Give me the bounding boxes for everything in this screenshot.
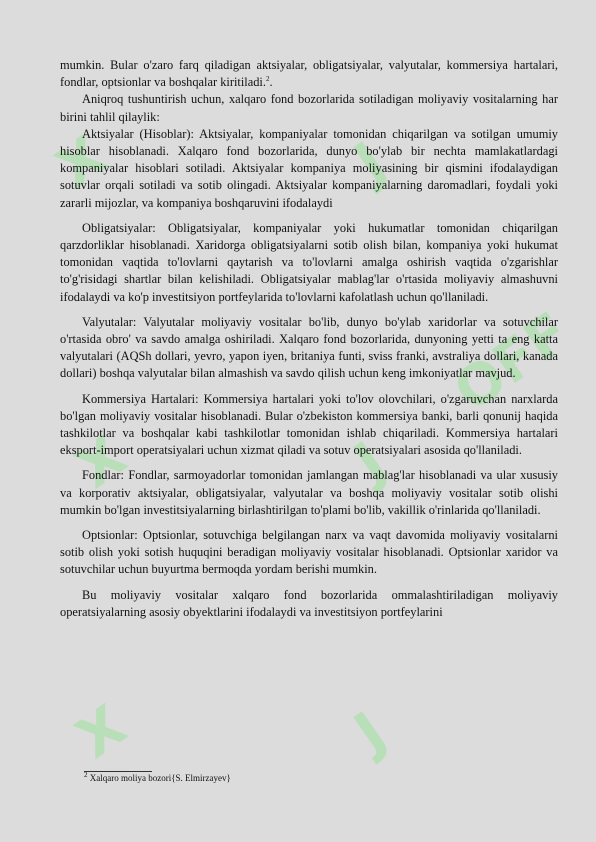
- footnote-text: Xalqaro moliya bozori{S. Elmirzayev}: [89, 773, 231, 783]
- watermark: J: [343, 129, 398, 196]
- paragraph: mumkin. Bular o'zaro farq qiladigan aktsiyalar, obligatsiyalar, valyutalar, kommersiya hartalari, fondlar, optsionlar va boshqalar kiritiladi.$^2$.: [60, 58, 558, 90]
- paragraph: Aniqroq tushuntirish uchun, xalqaro fond bozorlarida sotiladigan moliyaviy vositalarning har birini tahlil qilaylik:: [60, 92, 558, 124]
- paragraph: Obligatsiyalar: Obligatsiyalar, kompaniyalar yoki hukumatlar tomonidan chiqarilgan qarzdorliklar hisoblanadi. Xaridorga obligatsiyalarni sotib olish bilan, kompaniya yoki hukumat tomonidan vaqtida to'lovlarni qaytarish va to'lovlarni amalga oshirish vaqtida o'zgarishlar to'g'risidagi shartlar bilan kelishiladi. Obligatsiyalar mablag'lar o'rtasida moliyaviy almashuvni ifodalaydi va ko'p investitsiyon portfeylarida to'lovlarni kafolatlash uchun qo'llaniladi.: [60, 220, 558, 304]
- footnote: [84, 773, 231, 784]
- footnote-ref: 2: [265, 75, 270, 84]
- paragraph-text: mumkin. Bular o'zaro farq qiladigan aktsiyalar, obligatsiyalar, valyutalar, kommersiya hartalari, fondlar, optsionlar va boshqalar kiritiladi.: [60, 58, 558, 90]
- paragraph: Optsionlar: Optsionlar, sotuvchiga belgilangan narx va vaqt davomida moliyaviy vositalarni sotib olish yoki sotish huquqini beradigan moliyaviy vositalar hisoblanadi. Optsionlar xaridor va sotuvchilar uchun buyurtma bermoqda yordam berishi mumkin.: [60, 528, 558, 577]
- body-text: [60, 57, 558, 621]
- watermark: X: [65, 693, 138, 772]
- watermark: X: [45, 123, 118, 202]
- watermark: J: [343, 429, 398, 496]
- paragraph: Valyutalar: Valyutalar moliyaviy vositalar bo'lib, dunyo bo'ylab xaridorlar va sotuvchilar o'rtasida obro' va savdo amalga oshiriladi. Xalqaro fond bozorlarida, dunyoning yetti ta eng katta valyutalari (AQSh dollari, yevro, yapon iyen, britaniya funti, sviss franki, avstraliya dollari, kanada dollari) boshqa valyutalar bilan almashish va savdo qilish uchun keng imkoniyatlar mavjud.: [60, 314, 558, 381]
- watermark: OFF: [442, 300, 582, 425]
- footnote-number: 2: [84, 771, 88, 779]
- footnote-divider: [84, 771, 152, 772]
- watermark: J: [343, 699, 398, 766]
- paragraph: Bu moliyaviy vositalar xalqaro fond bozorlarida ommalashtiriladigan moliyaviy operatsiyalarning asosiy obyektlarini ifodalaydi va investitsiyon portfeylarini: [60, 587, 558, 619]
- watermark: X: [65, 423, 138, 502]
- paragraph: Fondlar: Fondlar, sarmoyadorlar tomonidan jamlangan mablag'lar hisoblanadi va ular xususiy va korporativ aktsiyalar, obligatsiyalar, valyutalar va boshqa moliyaviy vositalar sotib olishi mumkin bo'lgan investitsiyalarning birlashtirilgan to'plami bo'lib, vakillik o'rinlarida qo'llaniladi.: [60, 468, 558, 517]
- paragraph: Aktsiyalar (Hisoblar): Aktsiyalar, kompaniyalar tomonidan chiqarilgan va sotilgan umumiy hisoblar hisoblanadi. Xalqaro fond bozorlarida, dunyo bo'ylab bir nechta mamlakatlardagi kompaniyalar hisoblari sotiladi. Aktsiyalar kompaniya moliyasining bir qismini ifodalaydigan sotuvlar orqali sotiladi va sotib olingadi. Aktsiyalar kompaniyalarning daromadlari, foydali yoki zararli mijozlar, va kompaniya boshqaruvini ifodalaydi: [60, 126, 558, 210]
- paragraph: Kommersiya Hartalari: Kommersiya hartalari yoki to'lov olovchilari, o'zgaruvchan narxlarda bo'lgan moliyaviy vositalar hisoblanadi. Bular o'zbekiston kommersiya banki, barli qonunij haqida tashkilotlar va boshqalar kabi tashkilotlar tomonidan ishlab chiqariladi. Kommersiya hartalari eksport-import operatsiyalari uchun xizmat qiladi va sotuv operatsiyalari asosida qo'llaniladi.: [60, 391, 558, 458]
